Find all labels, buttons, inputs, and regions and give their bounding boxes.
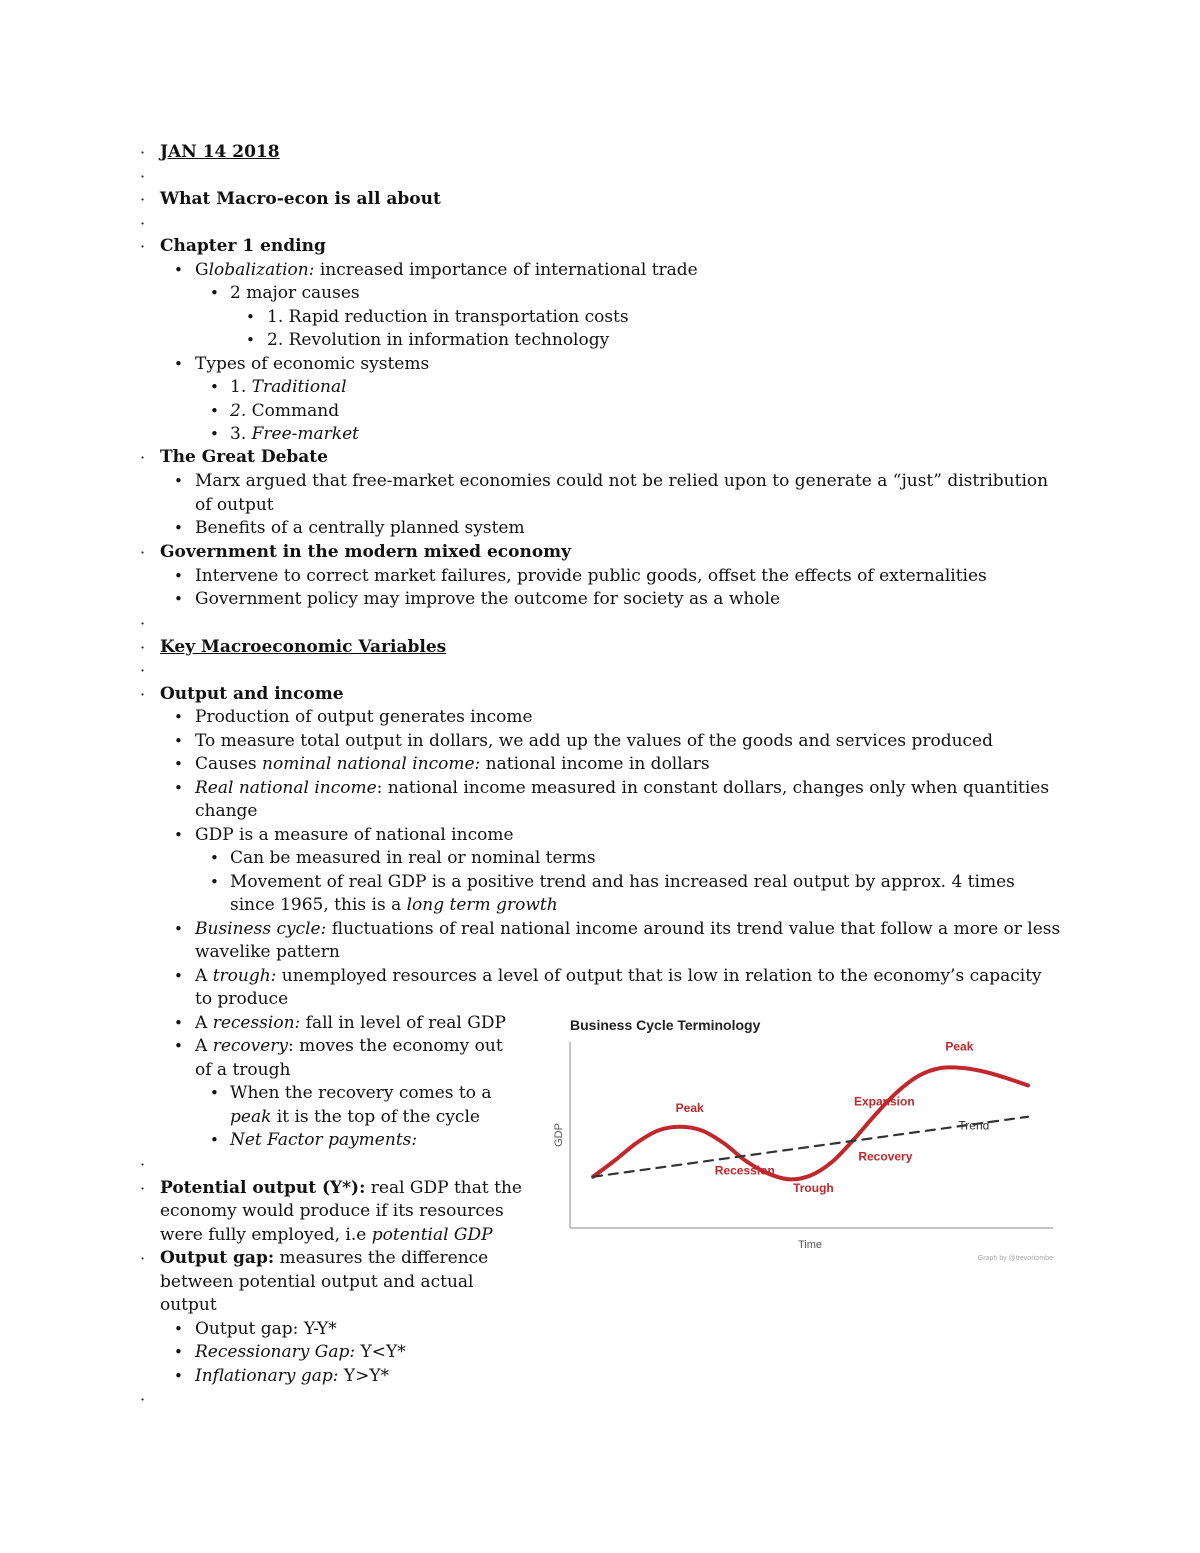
type-1 [230, 376, 347, 400]
type-1-num: 1. [230, 377, 252, 397]
business-cycle-chart [548, 1008, 1060, 1270]
outline-dot: · [140, 1179, 146, 1198]
type-3-num: 3. [230, 424, 252, 444]
causes-label: 2 major causes [230, 283, 360, 303]
real-def: : national income measured in constant dollars, changes only when quantities [376, 778, 1050, 798]
bullet: • [210, 378, 219, 396]
output-gap-line-2: between potential output and actual [160, 1272, 474, 1292]
type-1-name: Traditional [251, 377, 347, 397]
recessionary-gap-term: Recessionary Gap: [195, 1342, 356, 1362]
real-term: Real national income [195, 778, 377, 798]
output-income-heading: Output and income [160, 684, 344, 704]
business-cycle-line-2: wavelike pattern [195, 942, 340, 962]
recovery-def: : moves the economy out [288, 1036, 503, 1056]
nominal-def: national income in dollars [480, 754, 710, 774]
potential-output-term: Potential output (Y*): [160, 1178, 366, 1198]
trough-pre: A [195, 966, 213, 986]
nominal-pre: Causes [195, 754, 263, 774]
bullet: • [210, 284, 219, 302]
bullet: • [174, 1037, 183, 1055]
globalization-line [195, 259, 698, 283]
policy-line: Government policy may improve the outcome for society as a whole [195, 589, 781, 609]
business-cycle-term: Business cycle: [195, 919, 327, 939]
outline-dot: · [140, 638, 146, 657]
potential-output-line-2: economy would produce if its resources [160, 1201, 504, 1221]
intervene-line: Intervene to correct market failures, provide public goods, offset the effects of externalities [195, 566, 987, 586]
recession-def: fall in level of real GDP [300, 1013, 506, 1033]
recessionary-gap-def: Y<Y* [355, 1342, 406, 1362]
annotation-recovery-3: Recovery [858, 1149, 913, 1164]
measure-line: To measure total output in dollars, we add up the values of the goods and services produced [195, 731, 993, 751]
bullet: • [174, 967, 183, 985]
y-axis-label: GDP [553, 1123, 565, 1147]
potential-output-line [160, 1177, 522, 1201]
bullet: • [174, 472, 183, 490]
bullet: • [174, 590, 183, 608]
gdp-line: GDP is a measure of national income [195, 825, 514, 845]
outline-dot: · [140, 1155, 146, 1174]
output-gap-term: Output gap: [160, 1248, 275, 1268]
bullet: • [210, 425, 219, 443]
trough-line-2: to produce [195, 989, 289, 1009]
outline-dot: · [140, 190, 146, 209]
bullet: • [174, 1014, 183, 1032]
bullet: • [210, 1131, 219, 1149]
bullet: • [210, 873, 219, 891]
real-line-2: change [195, 801, 258, 821]
great-debate-heading: The Great Debate [160, 447, 328, 467]
outline-dot: · [140, 685, 146, 704]
gdp-sub-2: Movement of real GDP is a positive trend and has increased real output by approx. 4 times [230, 872, 1015, 892]
potential-output-line-3 [160, 1224, 493, 1248]
output-gap-line-3: output [160, 1295, 217, 1315]
recovery-term: recovery [212, 1036, 289, 1056]
trough-line [195, 965, 1042, 989]
outline-dot: · [140, 143, 146, 162]
recession-term: recession: [212, 1013, 301, 1033]
outline-dot: · [140, 237, 146, 256]
business-cycle-line [195, 918, 1060, 942]
potential-gdp-term: potential GDP [371, 1225, 493, 1245]
bullet: • [174, 567, 183, 585]
bullet: • [246, 308, 255, 326]
date-heading: JAN 14 2018 [160, 142, 280, 162]
bullet: • [210, 1084, 219, 1102]
recessionary-gap-line [195, 1341, 406, 1365]
bullet: • [174, 519, 183, 537]
globalization-term: lobalization: [208, 260, 315, 280]
bullet: • [174, 826, 183, 844]
outline-dot: · [140, 167, 146, 186]
outline-dot: · [140, 543, 146, 562]
annotation-peak-0: Peak [675, 1100, 704, 1115]
benefits-line: Benefits of a centrally planned system [195, 518, 525, 538]
annotation-peak-5: Peak [945, 1039, 974, 1054]
cause-2: 2. Revolution in information technology [267, 330, 610, 350]
production-line: Production of output generates income [195, 707, 533, 727]
globalization-def: increased importance of international trade [314, 260, 698, 280]
recession-pre: A [195, 1013, 213, 1033]
chapter-heading: Chapter 1 ending [160, 236, 326, 256]
inflationary-gap-def: Y>Y* [338, 1366, 390, 1386]
annotation-expansion-4: Expansion [854, 1094, 915, 1109]
output-gap-line [160, 1247, 488, 1271]
bullet: • [174, 1343, 183, 1361]
inflationary-gap-term: Inflationary gap: [195, 1366, 339, 1386]
key-variables-heading: Key Macroeconomic Variables [160, 637, 447, 657]
outline-dot: · [140, 1390, 146, 1409]
outline-dot: · [140, 448, 146, 467]
recovery-pre: A [195, 1036, 213, 1056]
bullet: • [174, 779, 183, 797]
recession-line [195, 1012, 506, 1036]
outline-dot: · [140, 661, 146, 680]
x-axis-label: Time [797, 1239, 823, 1251]
trough-def: unemployed resources a level of output that is low in relation to the economy’s capacity [276, 966, 1042, 986]
outline-dot: · [140, 1249, 146, 1268]
bullet: • [210, 849, 219, 867]
long-term-growth-term: long term growth [406, 895, 558, 915]
nominal-term: nominal national income: [262, 754, 481, 774]
bullet: • [210, 402, 219, 420]
potential-output-pre: were fully employed, i.e [160, 1225, 372, 1245]
recovery-line-2: of a trough [195, 1060, 291, 1080]
bullet: • [174, 355, 183, 373]
bullet: • [174, 732, 183, 750]
bullet: • [174, 1320, 183, 1338]
bullet: • [174, 920, 183, 938]
bullet: • [174, 708, 183, 726]
bullet: • [174, 1367, 183, 1385]
type-2-name: Command [246, 401, 340, 421]
annotation-trough-2: Trough [793, 1180, 834, 1195]
outline-dot: · [140, 214, 146, 233]
net-factor-line: Net Factor payments: [230, 1130, 418, 1150]
output-gap-formula: Output gap: Y-Y* [195, 1319, 337, 1339]
annotation-recession-1: Recession [714, 1163, 775, 1178]
marx-line: Marx argued that free-market economies could not be relied upon to generate a “just” distribution [195, 471, 1049, 491]
government-heading: Government in the modern mixed economy [160, 542, 572, 562]
marx-line-2: of output [195, 495, 274, 515]
gdp-sub-2-pre: since 1965, this is a [230, 895, 407, 915]
cause-1: 1. Rapid reduction in transportation costs [267, 307, 629, 327]
recovery-line [195, 1035, 503, 1059]
type-2-num: 2. [230, 401, 247, 421]
globalization-term-first: G [195, 260, 209, 280]
chart-credit: Graph by @trevortombe [977, 1255, 1053, 1262]
bullet: • [174, 261, 183, 279]
nominal-line [195, 753, 710, 777]
type-3-name: Free-market [251, 424, 359, 444]
outline-dot: · [140, 614, 146, 633]
peak-term: peak [230, 1107, 272, 1127]
real-line [195, 777, 1049, 801]
intro-heading: What Macro-econ is all about [160, 189, 441, 209]
gdp-sub-1: Can be measured in real or nominal terms [230, 848, 596, 868]
business-cycle-def: fluctuations of real national income around its trend value that follow a more or less [326, 919, 1061, 939]
potential-output-def: real GDP that the [365, 1178, 522, 1198]
peak-def: it is the top of the cycle [271, 1107, 480, 1127]
peak-line: When the recovery comes to a [230, 1083, 492, 1103]
trough-term: trough: [212, 966, 277, 986]
gdp-sub-2-cont [230, 894, 558, 918]
bullet: • [246, 331, 255, 349]
type-3 [230, 423, 359, 447]
annotation-trend-6: Trend [958, 1118, 990, 1133]
bullet: • [174, 755, 183, 773]
chart-title: Business Cycle Terminology [570, 1017, 761, 1033]
inflationary-gap-line [195, 1365, 389, 1389]
types-label: Types of economic systems [195, 354, 430, 374]
peak-line-2 [230, 1106, 480, 1130]
output-gap-def: measures the difference [274, 1248, 489, 1268]
type-2 [230, 400, 339, 424]
